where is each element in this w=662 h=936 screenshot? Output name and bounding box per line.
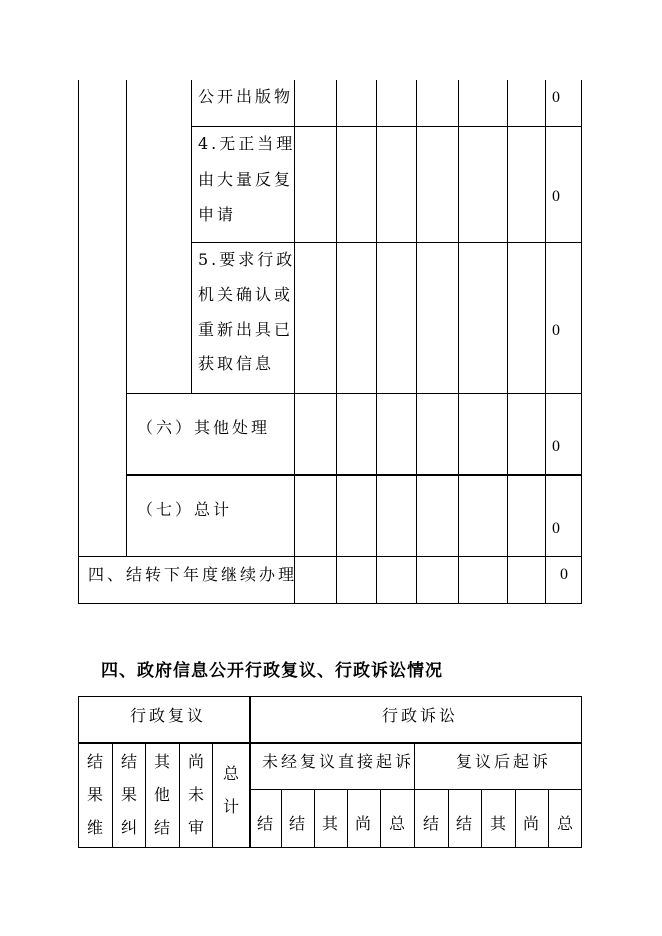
t2-vline-right <box>581 696 582 848</box>
review-col-char: 其 <box>153 752 170 771</box>
review-col-char: 结 <box>86 752 103 771</box>
review-col-char: 尚 <box>187 752 204 771</box>
t2-vline-left <box>78 696 79 848</box>
litigation-sub-col: 结 <box>455 814 472 833</box>
review-col-char: 结 <box>153 818 170 837</box>
litigation-sub-col: 其 <box>489 814 506 833</box>
t1-hline-2 <box>191 242 582 243</box>
review-col-char: 结 <box>120 752 137 771</box>
row-publication-value: 0 <box>552 89 560 106</box>
litigation-sub-col: 其 <box>321 814 338 833</box>
row5-value: 0 <box>552 322 560 339</box>
row4-label-line1: 4.无正当理 <box>198 134 296 153</box>
t2-vline-s6 <box>448 789 449 848</box>
t1-vline-2 <box>126 80 127 557</box>
t2-vline-s3 <box>347 789 348 848</box>
t1-hline-4 <box>126 474 582 476</box>
t2-vline-s1 <box>281 789 282 848</box>
litigation-sub-col: 尚 <box>522 814 539 833</box>
row4-label-line2: 由大量反复 <box>198 170 294 189</box>
review-col-char: 果 <box>120 785 137 804</box>
t1-hline-5 <box>78 556 582 557</box>
litigation-sub-col: 总 <box>388 814 405 833</box>
t1-vline-right <box>581 80 582 604</box>
t2-vline-s7 <box>481 789 482 848</box>
t2-vline-r4 <box>212 743 213 848</box>
row-total-label: （七）总计 <box>137 500 233 519</box>
admin-review-header: 行政复议 <box>130 706 207 725</box>
t1-vline-10 <box>545 80 546 604</box>
t1-vline-4 <box>294 80 295 604</box>
t2-vline-r2 <box>145 743 146 848</box>
review-col-char: 总 <box>222 764 239 783</box>
litigation-sub-col: 结 <box>422 814 439 833</box>
row5-label-line3: 重新出具已 <box>198 320 294 339</box>
after-review-suit-header: 复议后起诉 <box>456 752 552 771</box>
review-col-char: 他 <box>153 785 170 804</box>
row4-label-line3: 申请 <box>198 205 237 224</box>
t2-hline-2 <box>78 742 582 744</box>
litigation-sub-col: 结 <box>256 814 273 833</box>
litigation-sub-col: 尚 <box>354 814 371 833</box>
direct-suit-header: 未经复议直接起诉 <box>262 752 415 771</box>
t2-vline-s8 <box>515 789 516 848</box>
t1-vline-5 <box>336 80 337 604</box>
review-col-char: 维 <box>86 818 103 837</box>
t1-vline-9 <box>507 80 508 604</box>
row4-value: 0 <box>552 188 560 205</box>
t1-vline-left <box>78 80 79 604</box>
review-col-char: 未 <box>187 785 204 804</box>
t1-vline-6 <box>376 80 377 604</box>
review-col-char: 果 <box>86 785 103 804</box>
row-carryover-label: 四、结转下年度继续办理 <box>88 565 298 584</box>
review-col-char: 纠 <box>120 818 137 837</box>
row5-label-line1: 5.要求行政 <box>198 250 296 269</box>
litigation-sub-col: 结 <box>288 814 305 833</box>
review-col-char: 计 <box>222 797 239 816</box>
t1-vline-7 <box>416 80 417 604</box>
t1-hline-bottom <box>78 603 582 604</box>
t2-hline-3 <box>249 789 582 790</box>
t2-vline-s4 <box>380 789 381 848</box>
t1-hline-3 <box>126 393 582 394</box>
t2-vline-r1 <box>112 743 113 848</box>
t2-hline-top <box>78 696 582 697</box>
t1-vline-8 <box>458 80 459 604</box>
row-other-label: （六）其他处理 <box>137 418 271 437</box>
t2-vline-r3 <box>179 743 180 848</box>
row5-label-line4: 获取信息 <box>198 354 275 373</box>
t2-vline-mid <box>249 696 251 848</box>
t2-vline-split <box>414 743 415 848</box>
row-carryover-value: 0 <box>560 566 568 583</box>
row-total-value: 0 <box>552 520 560 537</box>
row-other-value: 0 <box>552 438 560 455</box>
review-col-char: 审 <box>187 818 204 837</box>
t2-vline-s9 <box>548 789 549 848</box>
litigation-sub-col: 总 <box>556 814 573 833</box>
row5-label-line2: 机关确认或 <box>198 285 294 304</box>
admin-litigation-header: 行政诉讼 <box>382 706 459 725</box>
row-publication-label: 公开出版物 <box>198 87 294 106</box>
t2-vline-s2 <box>314 789 315 848</box>
t2-hline-bottom <box>78 847 582 848</box>
t1-hline-1 <box>191 126 582 127</box>
section-heading: 四、政府信息公开行政复议、行政诉讼情况 <box>101 661 443 681</box>
